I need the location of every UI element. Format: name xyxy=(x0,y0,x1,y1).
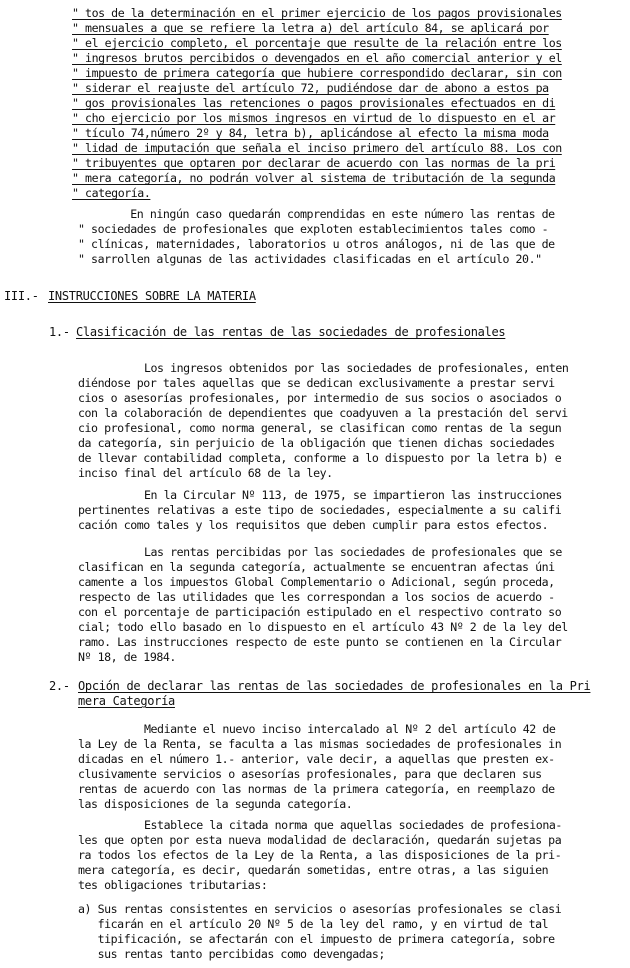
section-title: INSTRUCCIONES SOBRE LA MATERIA xyxy=(48,289,256,303)
paragraph-line: respecto de las utilidades que les correspondan a los socios de acuerdo - xyxy=(78,590,555,604)
paragraph-line: ramo. Las instrucciones respecto de este punto se contienen en la Circular xyxy=(78,635,562,649)
list-item-line: ficarán en el artículo 20 Nº 5 de la ley del ramo, y en virtud de tal xyxy=(78,917,549,931)
quoted-line: " tribuyentes que optaren por declarar de acuerdo con las normas de la pri xyxy=(72,156,556,170)
paragraph-line: ra todos los efectos de la Ley de la Renta, a las disposiciones de la pri- xyxy=(78,848,562,862)
quoted-line: " lidad de imputación que señala el inciso primero del artículo 88. Los con xyxy=(72,141,562,155)
quoted-line: " el ejercicio completo, el porcentaje que resulte de la relación entre los xyxy=(72,36,562,50)
subsection-number: 2.- xyxy=(49,679,70,693)
paragraph-line: tes obligaciones tributarias: xyxy=(78,878,268,892)
paragraph-line: inciso final del artículo 68 de la ley. xyxy=(78,466,333,480)
quoted-line: " ingresos brutos percibidos o devengados en el año comercial anterior y el xyxy=(72,51,562,65)
paragraph-line: con la colaboración de dependientes que coadyuven a la prestación del servi xyxy=(78,406,568,420)
paragraph-line: clusivamente servicios o asesorías profesionales, para que declaren sus xyxy=(78,767,542,781)
paragraph-line: cación como tales y los requisitos que deben cumplir para estos efectos. xyxy=(78,518,549,532)
subsection-title: Clasificación de las rentas de las sociedades de profesionales xyxy=(76,325,506,339)
paragraph-line: Nº 18, de 1984. xyxy=(78,650,176,664)
paragraph-line: camente a los impuestos Global Complementario o Adicional, según proceda, xyxy=(78,575,555,589)
paragraph-line: Mediante el nuevo inciso intercalado al Nº 2 del artículo 42 de xyxy=(144,722,556,736)
paragraph-line: mera categoría, es decir, quedarán sometidas, entre otras, a las siguien xyxy=(78,863,549,877)
quoted-line: " siderar el reajuste del artículo 72, pudiéndose dar de abono a estos pa xyxy=(72,81,549,95)
paragraph-line: da categoría, sin perjuicio de la obligación que tienen dichas sociedades xyxy=(78,436,555,450)
paragraph-line: con el porcentaje de participación estipulado en el respectivo contrato so xyxy=(78,605,562,619)
paragraph-line: de llevar contabilidad completa, conforme a lo dispuesto por la letra b) e xyxy=(78,451,562,465)
paragraph-line: Las rentas percibidas por las sociedades de profesionales que se xyxy=(144,545,562,559)
paragraph-line: cial; todo ello basado en lo dispuesto en el artículo 43 Nº 2 de la ley del xyxy=(78,620,568,634)
quoted-line: " mera categoría, no podrán volver al sistema de tributación de la segunda xyxy=(72,171,556,185)
quoted-line: En ningún caso quedarán comprendidas en este número las rentas de xyxy=(78,207,555,221)
paragraph-line: rentas de acuerdo con las normas de la primera categoría, en reemplazo de xyxy=(78,782,555,796)
subsection-number: 1.- xyxy=(49,325,70,339)
paragraph-line: En la Circular Nº 113, de 1975, se impartieron las instrucciones xyxy=(144,488,562,502)
quoted-line: " cho ejercicio por los mismos ingresos en virtud de lo dispuesto en el ar xyxy=(72,111,556,125)
paragraph-line: pertinentes relativas a este tipo de sociedades, especialmente a su califi xyxy=(78,503,562,517)
list-item-line: a) Sus rentas consistentes en servicios o asesorías profesionales se clasi xyxy=(78,902,562,916)
quoted-line: " categoría. xyxy=(72,186,151,200)
quoted-line: " mensuales a que se refiere la letra a) del artículo 84, se aplicará por xyxy=(72,21,549,35)
quoted-line: " tos de la determinación en el primer ejercicio de los pagos provisionales xyxy=(72,6,562,20)
paragraph-line: les que opten por esta nueva modalidad de declaración, quedarán sujetas pa xyxy=(78,833,562,847)
quoted-line: " sociedades de profesionales que exploten establecimientos tales como - xyxy=(78,222,549,236)
quoted-line: " impuesto de primera categoría que hubiere correspondido declarar, sin con xyxy=(72,66,562,80)
paragraph-line: dicadas en el número 1.- anterior, vale decir, a aquellas que presten ex- xyxy=(78,752,555,766)
paragraph-line: cios o asesorías profesionales, por intermedio de sus socios o asociados o xyxy=(78,391,562,405)
paragraph-line: las disposiciones de la segunda categoría. xyxy=(78,797,353,811)
subsection-title-continued: mera Categoría xyxy=(78,694,175,708)
paragraph-line: clasifican en la segunda categoría, actualmente se encuentran afectas úni xyxy=(78,560,555,574)
quoted-line: " tículo 74,número 2º y 84, letra b), aplicándose al efecto la misma moda xyxy=(72,126,549,140)
subsection-title: Opción de declarar las rentas de las sociedades de profesionales en la Pri xyxy=(78,679,591,693)
list-item-line: sus rentas tanto percibidas como devengadas; xyxy=(78,947,385,961)
list-item-line: tipificación, se afectarán con el impuesto de primera categoría, sobre xyxy=(78,932,555,946)
paragraph-line: cio profesional, como norma general, se clasifican como rentas de la segun xyxy=(78,421,562,435)
paragraph-line: Los ingresos obtenidos por las sociedades de profesionales, enten xyxy=(144,361,569,375)
quoted-line: " sarrollen algunas de las actividades clasificadas en el artículo 20." xyxy=(78,252,542,266)
quoted-line: " clínicas, maternidades, laboratorios u otros análogos, ni de las que de xyxy=(78,237,555,251)
paragraph-line: la Ley de la Renta, se faculta a las mismas sociedades de profesionales in xyxy=(78,737,562,751)
paragraph-line: Establece la citada norma que aquellas sociedades de profesiona- xyxy=(144,818,562,832)
quoted-line: " gos provisionales las retenciones o pagos provisionales efectuados en di xyxy=(72,96,556,110)
section-number: III.- xyxy=(4,289,39,303)
paragraph-line: diéndose por tales aquellas que se dedican exclusivamente a prestar servi xyxy=(78,376,555,390)
